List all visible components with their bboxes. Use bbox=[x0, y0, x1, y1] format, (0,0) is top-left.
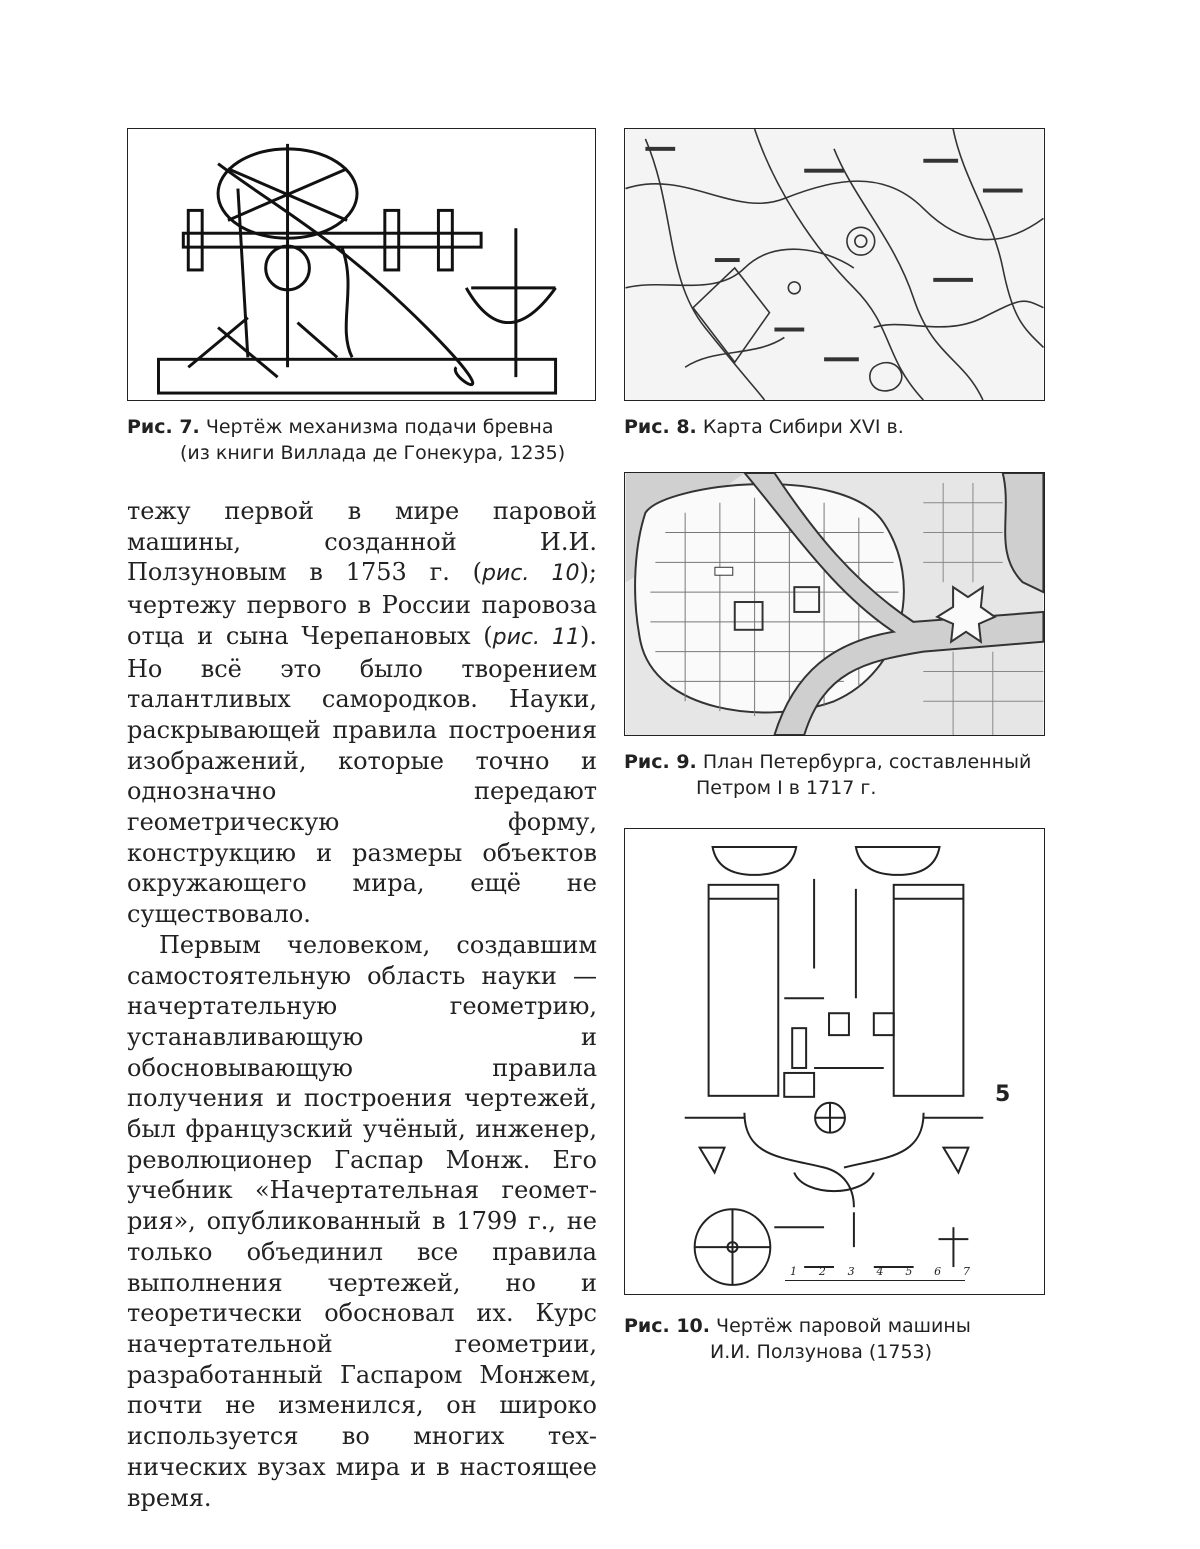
figure-10-caption bbox=[624, 1313, 1054, 1365]
figure-9-caption bbox=[624, 749, 1054, 801]
figure-reference-11[interactable]: рис. 11 bbox=[492, 624, 580, 650]
steam-engine-drawing bbox=[625, 829, 1044, 1294]
scale-label: 3 bbox=[847, 1265, 855, 1278]
figure-8-caption-line1: Карта Сибири XVI в. bbox=[702, 416, 904, 438]
paragraph-1-part-b: ); чертежу первого в России паровоза отца и сына Черепановых ( bbox=[127, 558, 598, 650]
figure-10-caption-line1: Чертёж паровой машины bbox=[716, 1315, 971, 1337]
figure-8-label: Рис. 8. bbox=[624, 416, 697, 438]
paragraph-1-part-a: тежу первой в мире паровой машины, созданной И.И. Ползуновым в 1753 г. ( bbox=[127, 497, 597, 587]
petersburg-plan-drawing bbox=[625, 473, 1044, 735]
paragraph-2: Первым человеком, создавшим самостоятельную область науки — начертательную геометрию, устанавливающую и обосновывающую правила получения и построения чертежей, был французский учёный, инженер, революционер Гаспар Монж. Его учебник «Начертательная геометрия», опубликованный в 1799 г., не только объединил все правила выполнения чертежей, но и теоретически обосновал их. Курс начертательной геометрии, разработанный Гаспаром Монжем, почти не изменился, он широко используется во многих технических вузах мира и в настоящее время. bbox=[127, 930, 597, 1512]
figure-10-caption-line2: И.И. Ползунова (1753) bbox=[710, 1341, 933, 1363]
figure-7-caption-line2: (из книги Виллада де Гонекура, 1235) bbox=[180, 442, 566, 464]
scale-label: 1 bbox=[790, 1265, 797, 1278]
scale-label: 7 bbox=[962, 1265, 970, 1278]
figure-7-label: Рис. 7. bbox=[127, 416, 200, 438]
figure-9-image bbox=[624, 472, 1045, 736]
figure-7-caption-line1: Чертёж механизма подачи бревна bbox=[205, 416, 554, 438]
paragraph-1-part-c: ). Но всё это было творением талантливых самородков. Науки, раскрывающей правила построения изображений, которые точно и однозначно передают геометрическую форму, конструкцию и размеры объектов окружающего мира, ещё не существовало. bbox=[127, 621, 597, 929]
figure-10-scale-labels bbox=[790, 1265, 970, 1278]
figure-reference-10[interactable]: рис. 10 bbox=[482, 561, 580, 587]
figure-9-caption-line1: План Петербурга, составленный bbox=[702, 751, 1032, 773]
figure-7-image bbox=[127, 128, 596, 401]
figure-8-caption bbox=[624, 414, 1054, 440]
scale-label: 2 bbox=[818, 1265, 826, 1278]
scale-label: 6 bbox=[934, 1265, 942, 1278]
body-text bbox=[127, 496, 597, 1513]
figure-10-image bbox=[624, 828, 1045, 1295]
log-mechanism-drawing bbox=[128, 129, 595, 400]
page-number: 5 bbox=[995, 1082, 1011, 1107]
siberia-map-drawing bbox=[625, 129, 1044, 400]
figure-7-caption bbox=[127, 414, 597, 466]
scale-label: 5 bbox=[905, 1265, 913, 1278]
figure-9-caption-line2: Петром I в 1717 г. bbox=[696, 777, 877, 799]
figure-9-label: Рис. 9. bbox=[624, 751, 697, 773]
figure-8-image bbox=[624, 128, 1045, 401]
scale-label: 4 bbox=[876, 1265, 884, 1278]
paragraph-1 bbox=[127, 496, 597, 930]
figure-10-label: Рис. 10. bbox=[624, 1315, 710, 1337]
